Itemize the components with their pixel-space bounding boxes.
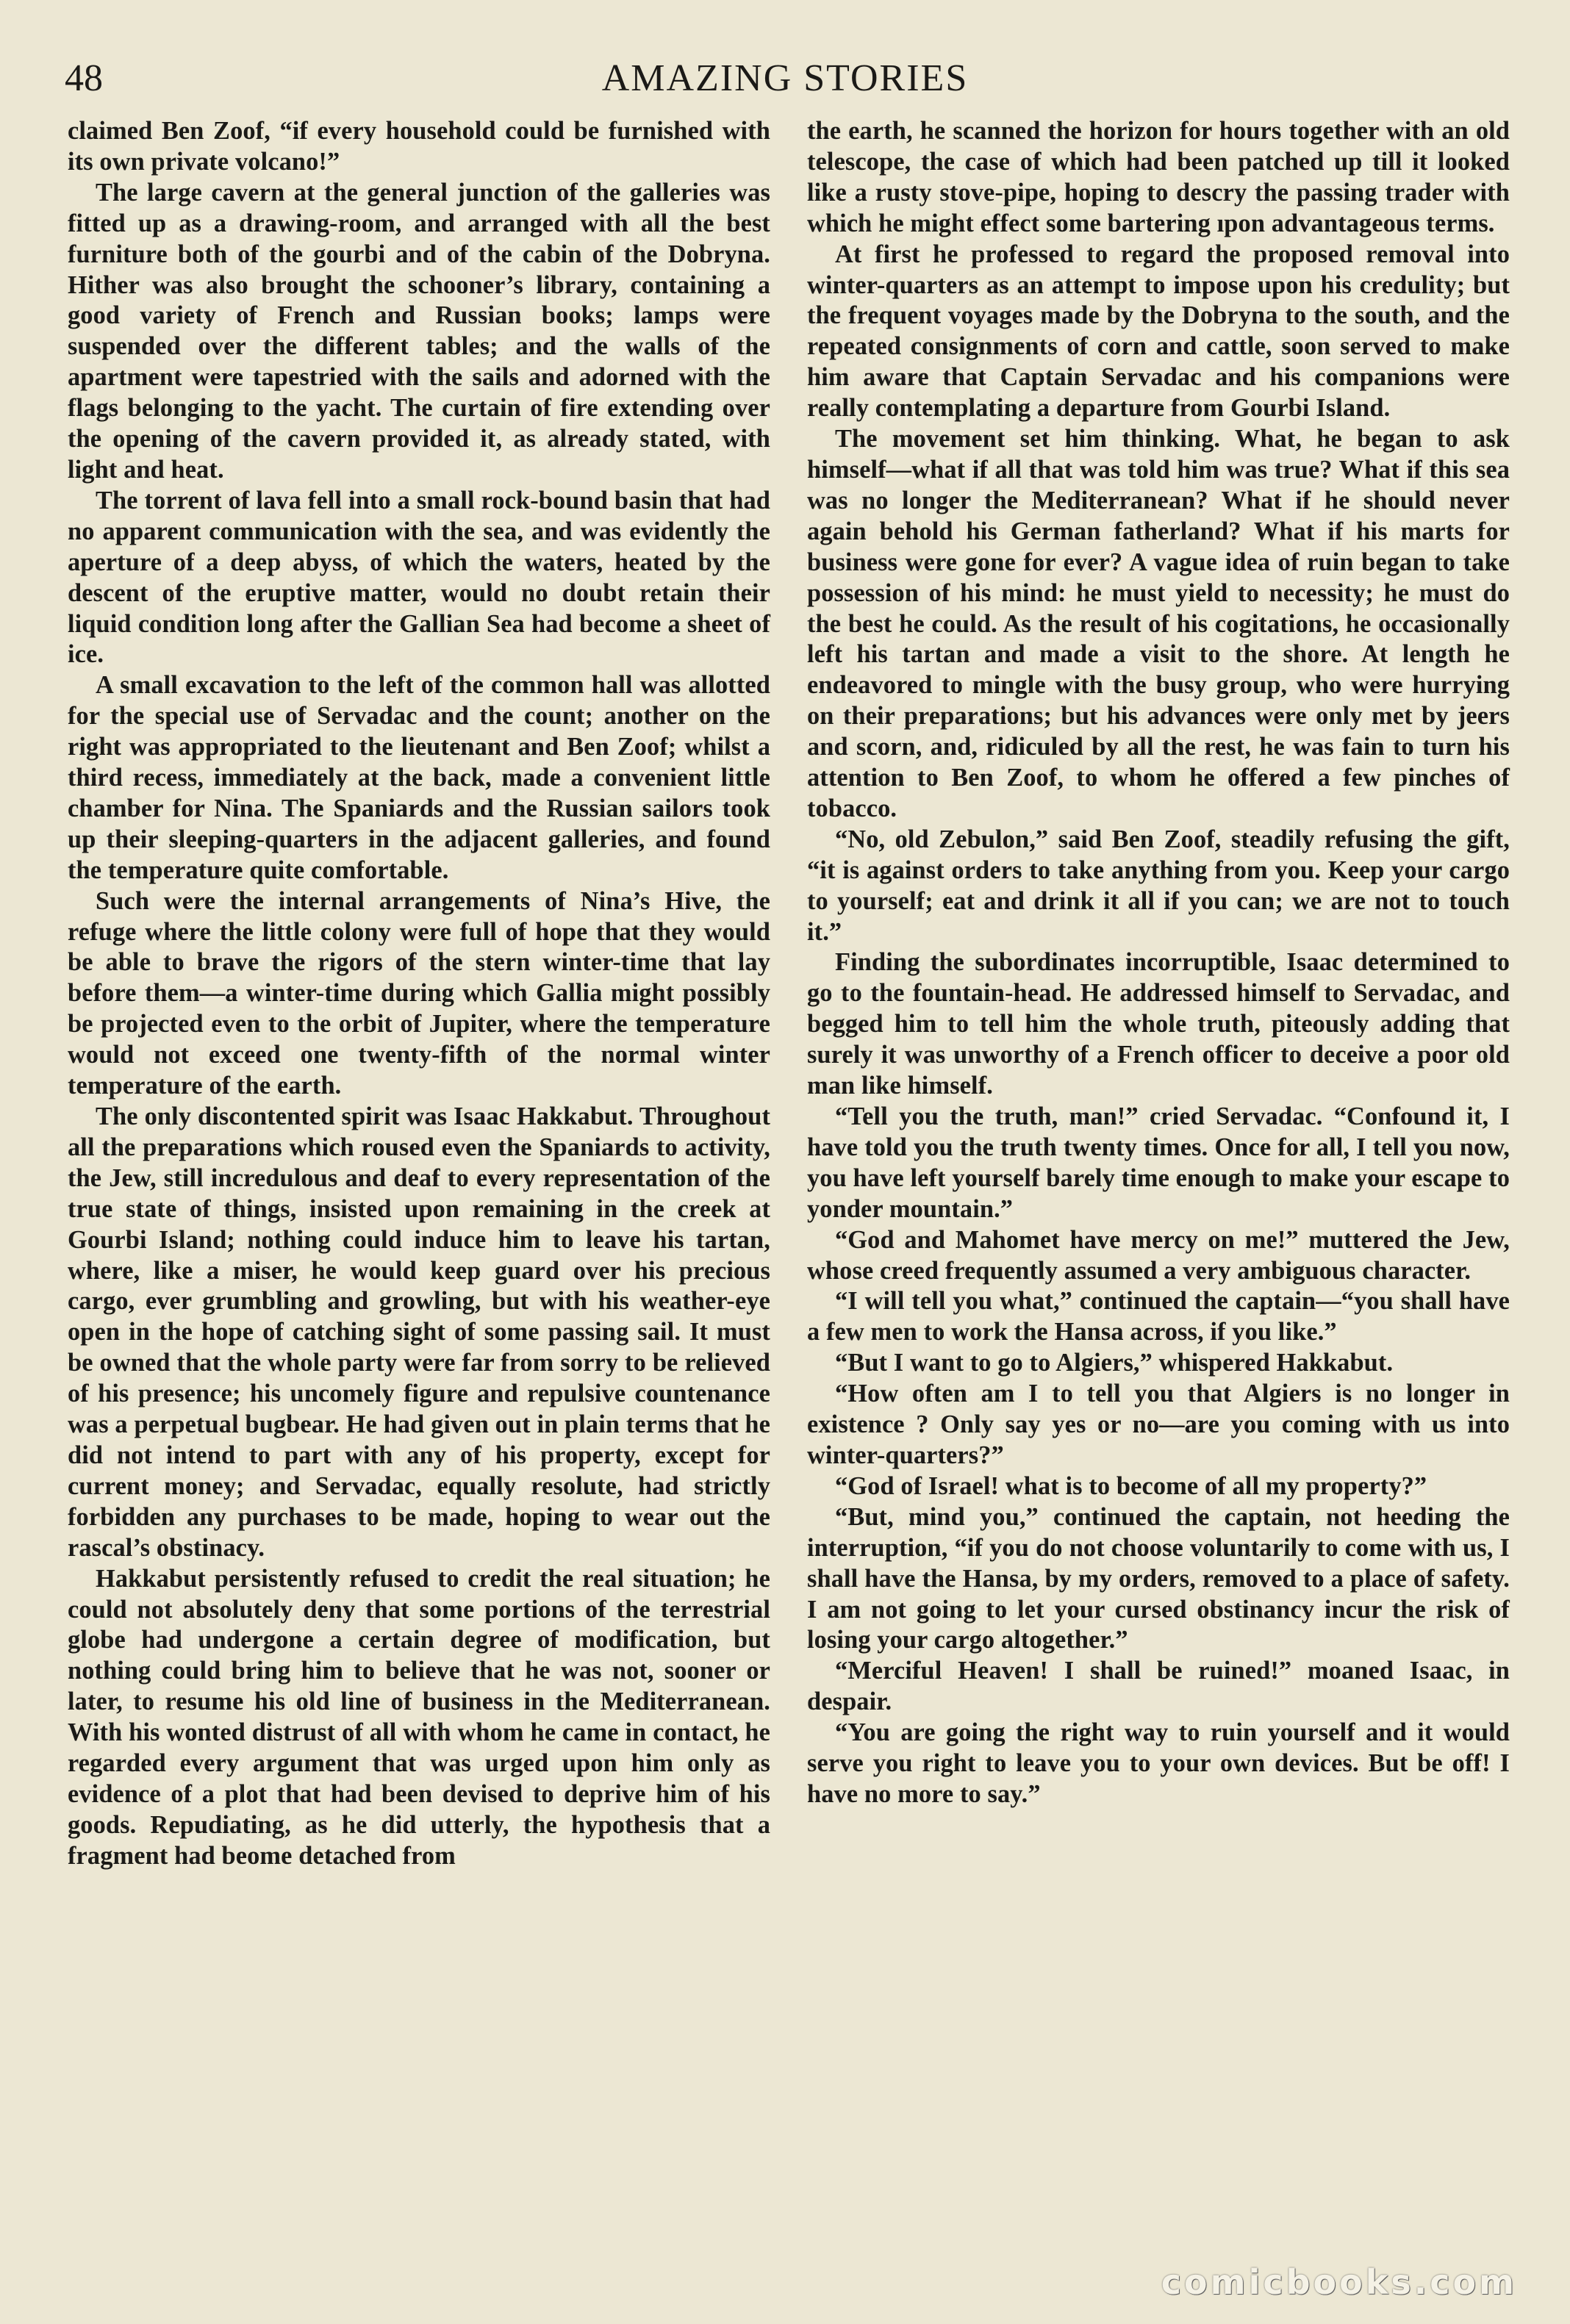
paragraph: The torrent of lava fell into a small rock-bound basin that had no apparent communication with the sea, and was evidently the aperture of a deep abyss, of which the waters, heated by the descent of the eruptive matter, would no doubt retain their liquid condition long after the Gallian Sea had become a sheet of ice. xyxy=(68,486,770,669)
paragraph: claimed Ben Zoof, “if every household could be furnished with its own private volcano!” xyxy=(68,117,770,176)
paragraph: “How often am I to tell you that Algiers is no longer in existence ? Only say yes or no—are you coming with us into winter-quarters?” xyxy=(807,1380,1510,1469)
paragraph: “I will tell you what,” continued the captain—“you shall have a few men to work the Hansa across, if you like.” xyxy=(807,1287,1510,1346)
paragraph: Such were the internal arrangements of Nina’s Hive, the refuge where the little colony were full of hope that they would be able to brave the rigors of the stern winter-time that lay before them—a winter-time during which Gallia might possibly be projected even to the orbit of Jupiter, where the temperature would not exceed one twenty-fifth of the normal winter temperature of the earth. xyxy=(68,886,770,1100)
page-number: 48 xyxy=(65,57,103,99)
page-header xyxy=(65,53,1505,104)
paragraph: “You are going the right way to ruin yourself and it would serve you right to leave you to your own devices. But be off! I have no more to say.” xyxy=(807,1718,1510,1808)
paragraph: Finding the subordinates incorruptible, Isaac determined to go to the fountain-head. He addressed himself to Servadac, and begged him to tell him the whole truth, piteously adding that surely it was unworthy of a French officer to deceive a poor old man like himself. xyxy=(807,948,1510,1100)
paragraph: The large cavern at the general junction of the galleries was fitted up as a drawing-room, and arranged with all the best furniture both of the gourbi and of the cabin of the Dobryna. Hither was also brought the schooner’s library, containing a good variety of French and Russian books; lamps were suspended over the different tables; and the walls of the apartment were tapestried with the sails and adorned with the flags belonging to the yacht. The curtain of fire extending over the opening of the cavern provided it, as already stated, with light and heat. xyxy=(68,178,770,484)
paragraph: A small excavation to the left of the common hall was allotted for the special use of Servadac and the count; another on the right was appropriated to the lieutenant and Ben Zoof; whilst a third recess, immediately at the back, made a convenient little chamber for Nina. The Spaniards and the Russian sailors took up their sleeping-quarters in the adjacent galleries, and found the temperature quite comfortable. xyxy=(68,671,770,884)
running-head: AMAZING STORIES xyxy=(601,57,969,99)
text-columns xyxy=(68,116,1508,2295)
right-column xyxy=(807,116,1510,1810)
paragraph: Hakkabut persistently refused to credit the real situation; he could not absolutely deny that some portions of the terrestrial globe had undergone a certain degree of modification, but nothing could bring him to believe that he was not, sooner or later, to resume his old line of business in the Mediterranean. With his wonted distrust of all with whom he came in contact, he regarded every argument that was urged upon him only as evidence of a plot that had been devised to deprive him of his goods. Repudiating, as he did utterly, the hypothesis that a fragment had beome detached from xyxy=(68,1564,770,1870)
left-column xyxy=(68,116,770,1872)
paragraph: At first he professed to regard the proposed removal into winter-quarters as an attempt to impose upon his credulity; but the frequent voyages made by the Dobryna to the south, and the repeated consignments of corn and cattle, soon served to make him aware that Captain Servadac and his companions were really contemplating a departure from Gourbi Island. xyxy=(807,240,1510,423)
watermark: comicbooks.com xyxy=(1161,2262,1517,2302)
paragraph: “God of Israel! what is to become of all my property?” xyxy=(835,1471,1427,1500)
paragraph: the earth, he scanned the horizon for hours together with an old telescope, the case of which had been patched up till it looked like a rusty stove-pipe, hoping to descry the passing trader with which he might effect some bartering ıpon advantageous terms. xyxy=(807,117,1510,237)
paragraph: “Tell you the truth, man!” cried Servadac. “Confound it, I have told you the truth twenty times. Once for all, I tell you now, you have left yourself barely time enough to make your escape to yonder mountain.” xyxy=(807,1102,1510,1223)
paragraph: “Merciful Heaven! I shall be ruined!” moaned Isaac, in despair. xyxy=(807,1657,1510,1716)
paragraph: “But I want to go to Algiers,” whispered Hakkabut. xyxy=(835,1349,1394,1377)
paragraph: The movement set him thinking. What, he began to ask himself—what if all that was told him was true? What if this sea was no longer the Mediterranean? What if he should never again behold his German fatherland? What if his marts for business were gone for ever? A vague idea of ruin began to take possession of his mind: he must yield to necessity; he must do the best he could. As the result of his cogitations, he occasionally left his tartan and made a visit to the shore. At length he endeavored to mingle with the busy group, who were hurrying on their preparations; but his advances were only met by jeers and scorn, and, ridiculed by all the rest, he was fain to turn his attention to Ben Zoof, to whom he offered a few pinches of tobacco. xyxy=(807,425,1510,822)
paragraph: The only discontented spirit was Isaac Hakkabut. Throughout all the preparations which roused even the Spaniards to activity, the Jew, still incredulous and deaf to every representation of the true state of things, insisted upon remaining in the creek at Gourbi Island; nothing could induce him to leave his tartan, where, like a miser, he would keep guard over his precious cargo, ever grumbling and growling, but with his weather-eye open in the hope of catching sight of some passing sail. It must be owned that the whole party were far from sorry to be relieved of his presence; his uncomely figure and repulsive countenance was a perpetual bugbear. He had given out in plain terms that he did not intend to part with any of his property, except for current money; and Servadac, equally resolute, had strictly forbidden any purchases to be made, hoping to wear out the rascal’s obstinacy. xyxy=(68,1102,770,1562)
paragraph: “But, mind you,” continued the captain, not heeding the interruption, “if you do not choose voluntarily to come with us, I shall have the Hansa, by my orders, removed to a place of safety. I am not going to let your cursed obstinancy incur the risk of losing your cargo altogether.” xyxy=(807,1502,1510,1654)
paragraph: “God and Mahomet have mercy on me!” muttered the Jew, whose creed frequently assumed a very ambiguous character. xyxy=(807,1225,1510,1285)
paragraph: “No, old Zebulon,” said Ben Zoof, steadily refusing the gift, “it is against orders to take anything from you. Keep your cargo to yourself; eat and drink it all if you can; we are not to touch it.” xyxy=(807,825,1510,946)
